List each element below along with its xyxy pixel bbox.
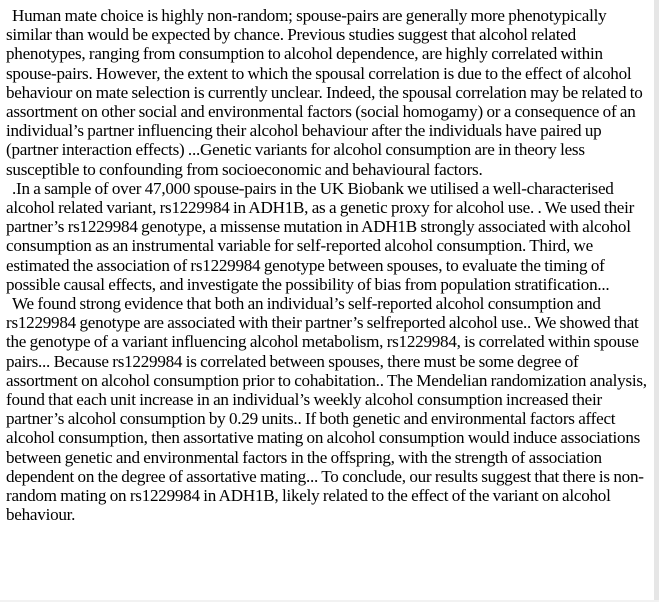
document-body <box>6 6 648 524</box>
scrollbar-thumb[interactable] <box>654 0 659 602</box>
paragraph-1: Human mate choice is highly non-random; spouse-pairs are generally more phenotypically similar than would be expected by chance. Previous studies suggest that alcohol related phenotypes, ranging from consumption to alcohol dependence, are highly correlated within spouse-pairs. However, the extent to which the spousal correlation is due to the effect of alcohol behaviour on mate selection is currently unclear. Indeed, the spousal correlation may be related to assortment on other social and environmental factors (social homogamy) or a consequence of an individual’s partner influencing their alcohol behaviour after the individuals have paired up (partner interaction effects) ...Genetic variants for alcohol consumption are in theory less susceptible to confounding from socioeconomic and behavioural factors. <box>6 6 643 179</box>
paragraph-2: .In a sample of over 47,000 spouse-pairs in the UK Biobank we utilised a well-characterised alcohol related variant, rs1229984 in ADH1B, as a genetic proxy for alcohol use. . We used their partner’s rs1229984 genotype, a missense mutation in ADH1B strongly associated with alcohol consumption as an instrumental variable for self-reported alcohol consumption. Third, we estimated the association of rs1229984 genotype between spouses, to evaluate the timing of possible causal effects, and investigate the possibility of bias from population stratification... <box>6 178 635 294</box>
paragraph-3: We found strong evidence that both an individual’s self-reported alcohol consumption and rs1229984 genotype are associated with their partner’s selfreported alcohol use.. We showed that the genotype of a variant influencing alcohol metabolism, rs1229984, is correlated within spouse pairs... Because rs1229984 is correlated between spouses, there must be some degree of assortment on alcohol consumption prior to cohabitation.. The Mendelian randomization analysis, found that each unit increase in an individual’s weekly alcohol consumption increased their partner’s alcohol consumption by 0.29 units.. If both genetic and environmental factors affect alcohol consumption, then assortative mating on alcohol consumption would induce associations between genetic and environmental factors in the offspring, with the strength of association dependent on the degree of assortative mating... To conclude, our results suggest that there is non-random mating on rs1229984 in ADH1B, likely related to the effect of the variant on alcohol behaviour. <box>6 294 647 525</box>
vertical-scrollbar[interactable] <box>654 0 659 602</box>
